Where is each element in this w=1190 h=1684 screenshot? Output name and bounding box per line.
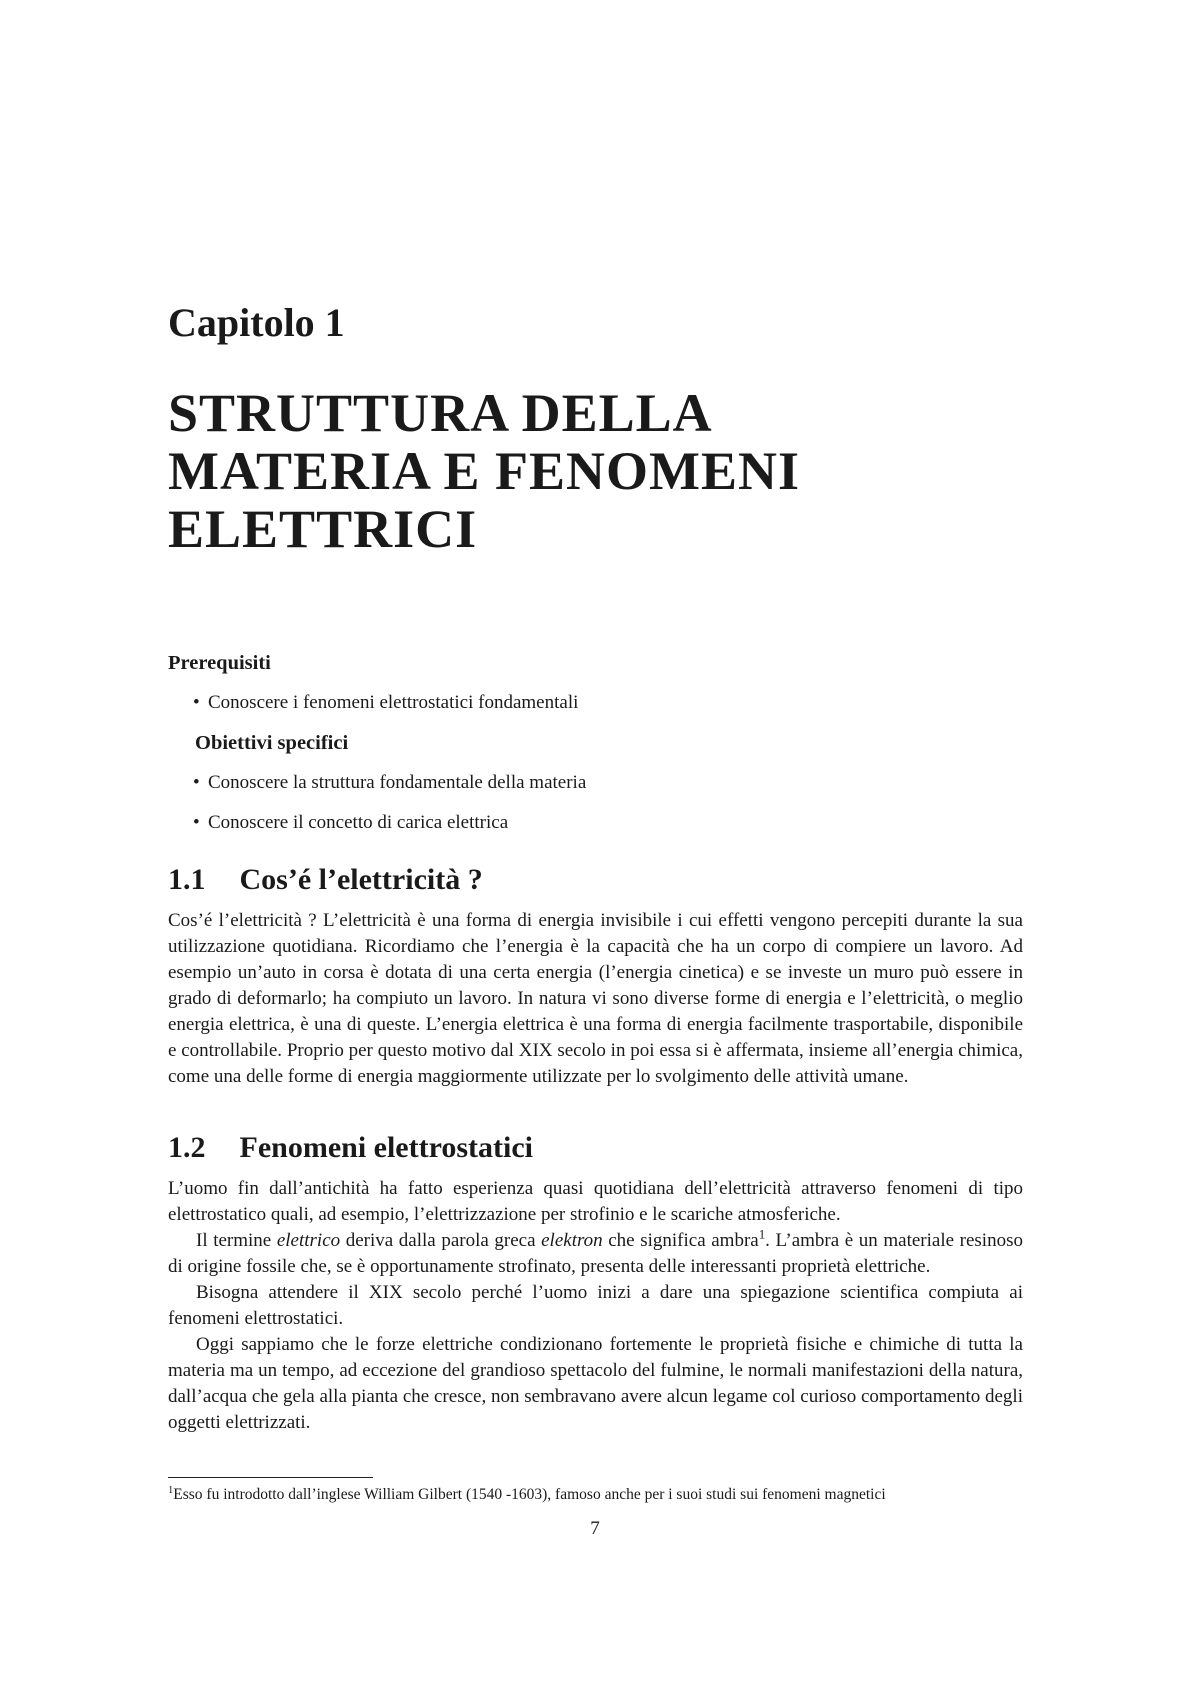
- paragraph: Oggi sappiamo che le forze elettriche condizionano fortemente le proprietà fisiche e chimiche di tutta la materia ma un tempo, ad eccezione del grandioso spettacolo del fulmine, le normali manifestazioni della natura, dall’acqua che gela alla pianta che cresce, non sembravano avere alcun legame col curioso comportamento degli oggetti elettrizzati.: [168, 1334, 1023, 1433]
- bullet-icon: •: [193, 812, 200, 833]
- list-item: [168, 810, 1023, 836]
- list-item-label: Conoscere il concetto di carica elettrica: [208, 812, 509, 833]
- section-title: Cos’é l’elettricità ?: [239, 863, 483, 896]
- bullet-icon: •: [193, 772, 200, 793]
- paragraph: Il termine elettrico deriva dalla parola greca elektron che significa ambra$^1$. L’ambra è un materiale resinoso di origine fossile che, se è opportunamente strofinato, presenta delle interessanti proprietà elettriche.: [168, 1226, 1023, 1277]
- section-number: 1.1: [168, 863, 206, 896]
- footnote-marker: 1: [168, 1484, 174, 1496]
- objectives-list: [168, 770, 1023, 836]
- chapter-title-line: ELETTRICI: [168, 499, 478, 559]
- section-heading-1-1: [168, 862, 1023, 898]
- chapter-label: Capitolo 1: [168, 300, 345, 345]
- chapter-title: [168, 384, 1023, 558]
- list-item: [168, 690, 1023, 716]
- footnote-label: Esso fu introdotto dall’inglese William Gilbert (1540 -1603), famoso anche per i suoi studi sui fenomeni magnetici: [173, 1486, 886, 1503]
- page-content: [168, 0, 1023, 1436]
- chapter-title-line: STRUTTURA DELLA: [168, 383, 713, 443]
- section-number: 1.2: [168, 1131, 206, 1164]
- prerequisites-heading: Prerequisiti: [168, 652, 271, 674]
- footnote-rule: [168, 1477, 373, 1478]
- footnote-area: [168, 1477, 1023, 1505]
- bullet-icon: •: [193, 692, 200, 713]
- section-title: Fenomeni elettrostatici: [239, 1131, 534, 1164]
- page-number: 7: [590, 1518, 600, 1539]
- paragraph: Bisogna attendere il XIX secolo perché l’uomo inizi a dare una spiegazione scientifica compiuta ai fenomeni elettrostatici.: [168, 1282, 1023, 1329]
- list-item: [168, 770, 1023, 796]
- paragraph: Cos’é l’elettricità ? L’elettricità è una forma di energia invisibile i cui effetti vengono percepiti durante la sua utilizzazione quotidiana. Ricordiamo che l’energia è la capacità che ha un corpo di compiere un lavoro. Ad esempio un’auto in corsa è dotata di una certa energia (l’energia cinetica) e se investe un muro può essere in grado di deformarlo; ha compiuto un lavoro. In natura vi sono diverse forme di energia e l’elettricità, o meglio energia elettrica, è una di queste. L’energia elettrica è una forma di energia facilmente trasportabile, disponibile e controllabile. Proprio per questo motivo dal XIX secolo in poi essa si è affermata, insieme all’energia chimica, come una delle forme di energia maggiormente utilizzate per lo svolgimento delle attività umane.: [168, 910, 1023, 1087]
- objectives-heading: Obiettivi specifici: [195, 732, 349, 754]
- footnote: [168, 1485, 1023, 1505]
- section-heading-1-2: [168, 1130, 1023, 1166]
- prerequisites-list: [168, 690, 1023, 716]
- chapter-title-line: MATERIA E FENOMENI: [168, 441, 801, 501]
- paragraph: L’uomo fin dall’antichità ha fatto esperienza quasi quotidiana dell’elettricità attraverso fenomeni di tipo elettrostatico quali, ad esempio, l’elettrizzazione per strofinio e le scariche atmosferiche.: [168, 1178, 1023, 1225]
- list-item-label: Conoscere i fenomeni elettrostatici fondamentali: [208, 692, 579, 713]
- front-matter: [168, 650, 1023, 836]
- list-item-label: Conoscere la struttura fondamentale della materia: [208, 772, 587, 793]
